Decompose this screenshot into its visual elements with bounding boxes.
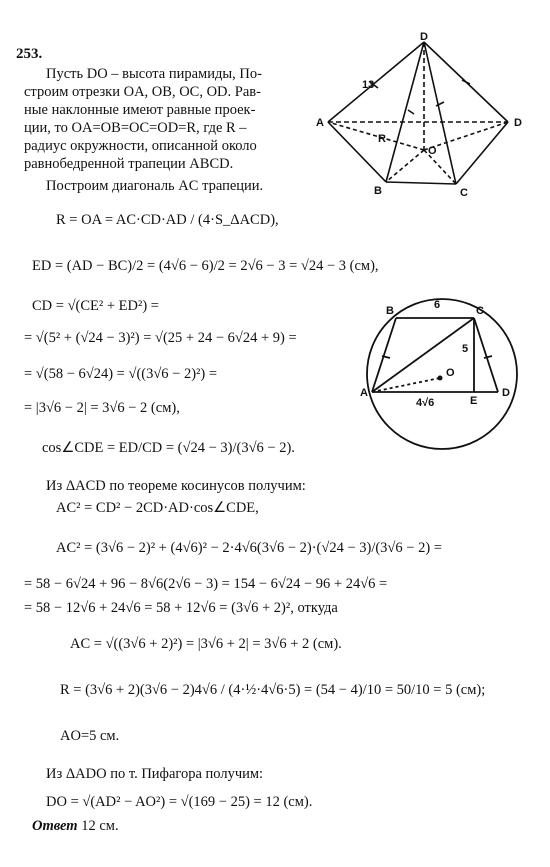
cos-law-3: = 58 − 6√24 + 96 − 8√6(2√6 − 3) = 154 − 6√24 − 96 + 24√6 = [24, 576, 388, 592]
cos-law-intro: Из ΔACD по теореме косинусов получим: [46, 478, 306, 494]
formula-cd-2: = √(5² + (√24 − 3)²) = √(25 + 24 − 6√24 + 9) = [24, 330, 297, 346]
problem-number: 253. [16, 46, 43, 62]
intro-line-2: строим отрезки OA, OB, OC, OD. Рав- [24, 84, 261, 100]
cos-law-5: AC = √((3√6 + 2)²) = |3√6 + 2| = 3√6 + 2 (см). [70, 636, 342, 652]
formula-cd-4: = |3√6 − 2| = 3√6 − 2 (см), [24, 400, 180, 416]
circle-label-a: A [360, 387, 368, 399]
circle-label-e: E [470, 395, 478, 407]
pythagoras-line: DO = √(AD² − AO²) = √(169 − 25) = 12 (см). [46, 794, 313, 810]
pyramid-label-r: R [378, 133, 386, 145]
circle-label-bc: 6 [434, 299, 441, 311]
formula-cd-3: = √(58 − 6√24) = √((3√6 − 2)²) = [24, 366, 218, 382]
intro-line-3: ные наклонные имеют равные проек- [24, 102, 256, 118]
answer-label: Ответ [32, 818, 78, 834]
circle-label-ce: 5 [462, 343, 469, 355]
cos-law-2: AC² = (3√6 − 2)² + (4√6)² − 2·4√6(3√6 − 2)·(√24 − 3)/(3√6 − 2) = [56, 540, 442, 556]
pythagoras-intro: Из ΔADO по т. Пифагора получим: [46, 766, 264, 782]
formula-cd-1: CD = √(CE² + ED²) = [32, 298, 159, 314]
pyramid-label-apex: D [420, 31, 428, 43]
intro-line-4: ции, то OA=OB=OC=OD=R, где R – [24, 120, 247, 136]
formula-r: R = OA = AC·CD·AD / (4·S_ΔACD), [56, 212, 279, 228]
pyramid-label-edge: 13 [362, 79, 375, 91]
formula-cos: cos∠CDE = ED/CD = (√24 − 3)/(3√6 − 2). [42, 440, 295, 456]
cos-law-4: = 58 − 12√6 + 24√6 = 58 + 12√6 = (3√6 + 2)², откуда [24, 600, 338, 616]
circle-label-d: D [502, 387, 510, 399]
circle-label-c: C [476, 305, 484, 317]
ao-line: AO=5 см. [60, 728, 120, 744]
cos-law-1: AC² = CD² − 2CD·AD·cos∠CDE, [56, 500, 259, 516]
diagonal-line: Построим диагональ AC трапеции. [46, 178, 264, 194]
intro-line-6: равнобедренной трапеции ABCD. [24, 156, 234, 172]
circle-trapezoid-diagram [350, 278, 540, 458]
circle-label-o: O [446, 367, 455, 379]
formula-ed: ED = (AD − BC)/2 = (4√6 − 6)/2 = 2√6 − 3 = √24 − 3 (см), [32, 258, 379, 274]
pyramid-label-c: C [460, 187, 468, 199]
pyramid-diagram [312, 30, 544, 210]
circle-label-b: B [386, 305, 394, 317]
pyramid-label-o: O [428, 145, 437, 157]
intro-line-1: Пусть DO – высота пирамиды, По- [46, 66, 262, 82]
circle-label-ad: 4√6 [416, 397, 435, 409]
pyramid-label-a: A [316, 117, 324, 129]
intro-line-5: радиус окружности, описанной около [24, 138, 257, 154]
answer-row [32, 818, 119, 834]
answer-value: 12 см. [81, 818, 119, 834]
cos-law-6: R = (3√6 + 2)(3√6 − 2)4√6 / (4·½·4√6·5) = (54 − 4)/10 = 50/10 = 5 (см); [60, 682, 486, 698]
pyramid-label-b: B [374, 185, 382, 197]
pyramid-label-d: D [514, 117, 522, 129]
